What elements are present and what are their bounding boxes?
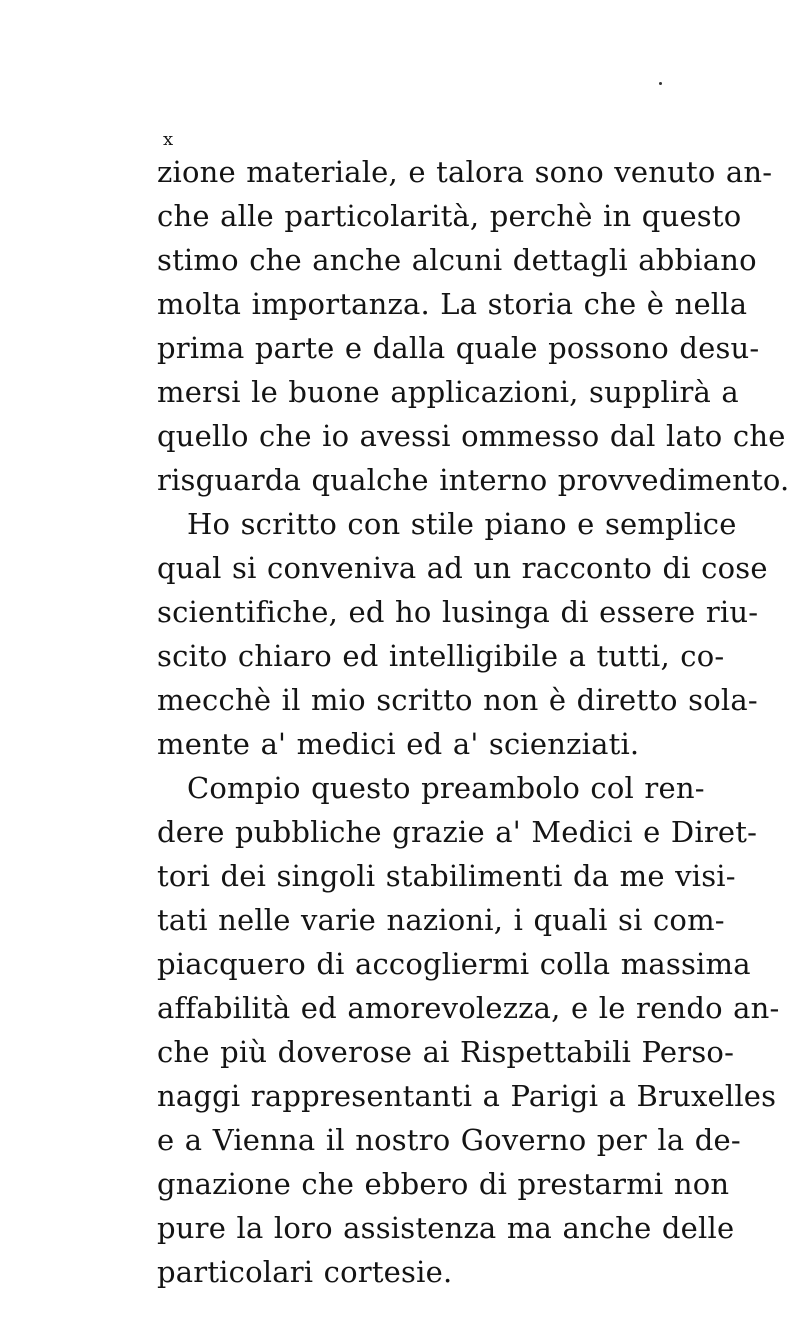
text-line: scito chiaro ed intelligibile a tutti, co- [157,639,725,673]
ink-speck [659,82,662,85]
text-line: pure la loro assistenza ma anche delle [157,1211,735,1245]
text-line: e a Vienna il nostro Governo per la de- [157,1123,741,1157]
paragraph-first-line: Ho scritto con stile piano e semplice [187,507,737,541]
text-line: che alle particolarità, perchè in questo [157,199,742,233]
paragraph-first-line: Compio questo preambolo col ren- [187,771,705,805]
text-line: quello che io avessi ommesso dal lato che [157,419,786,453]
text-line: piacquero di accogliermi colla massima [157,947,751,981]
text-line: risguarda qualche interno provvedimento. [157,463,790,497]
text-line: molta importanza. La storia che è nella [157,287,748,321]
text-line: dere pubbliche grazie a' Medici e Diret- [157,815,758,849]
text-line: stimo che anche alcuni dettagli abbiano [157,243,757,277]
text-line: tori dei singoli stabilimenti da me visi- [157,859,736,893]
text-line: mecchè il mio scritto non è diretto sola- [157,683,758,717]
page-number: x [163,129,174,150]
body-text [157,150,790,1294]
text-line: affabilità ed amorevolezza, e le rendo an- [157,991,780,1025]
text-line: mersi le buone applicazioni, supplirà a [157,375,739,409]
text-line: qual si conveniva ad un racconto di cose [157,551,768,585]
text-line: particolari cortesie. [157,1255,453,1289]
text-line: mente a' medici ed a' scienziati. [157,727,640,761]
text-line: gnazione che ebbero di prestarmi non [157,1167,730,1201]
text-line: che più doverose ai Rispettabili Perso- [157,1035,735,1069]
text-line: zione materiale, e talora sono venuto an- [157,155,773,189]
text-line: prima parte e dalla quale possono desu- [157,331,760,365]
text-line: scientifiche, ed ho lusinga di essere riu- [157,595,759,629]
text-line: tati nelle varie nazioni, i quali si com- [157,903,725,937]
text-line: naggi rappresentanti a Parigi a Bruxelles [157,1079,777,1113]
